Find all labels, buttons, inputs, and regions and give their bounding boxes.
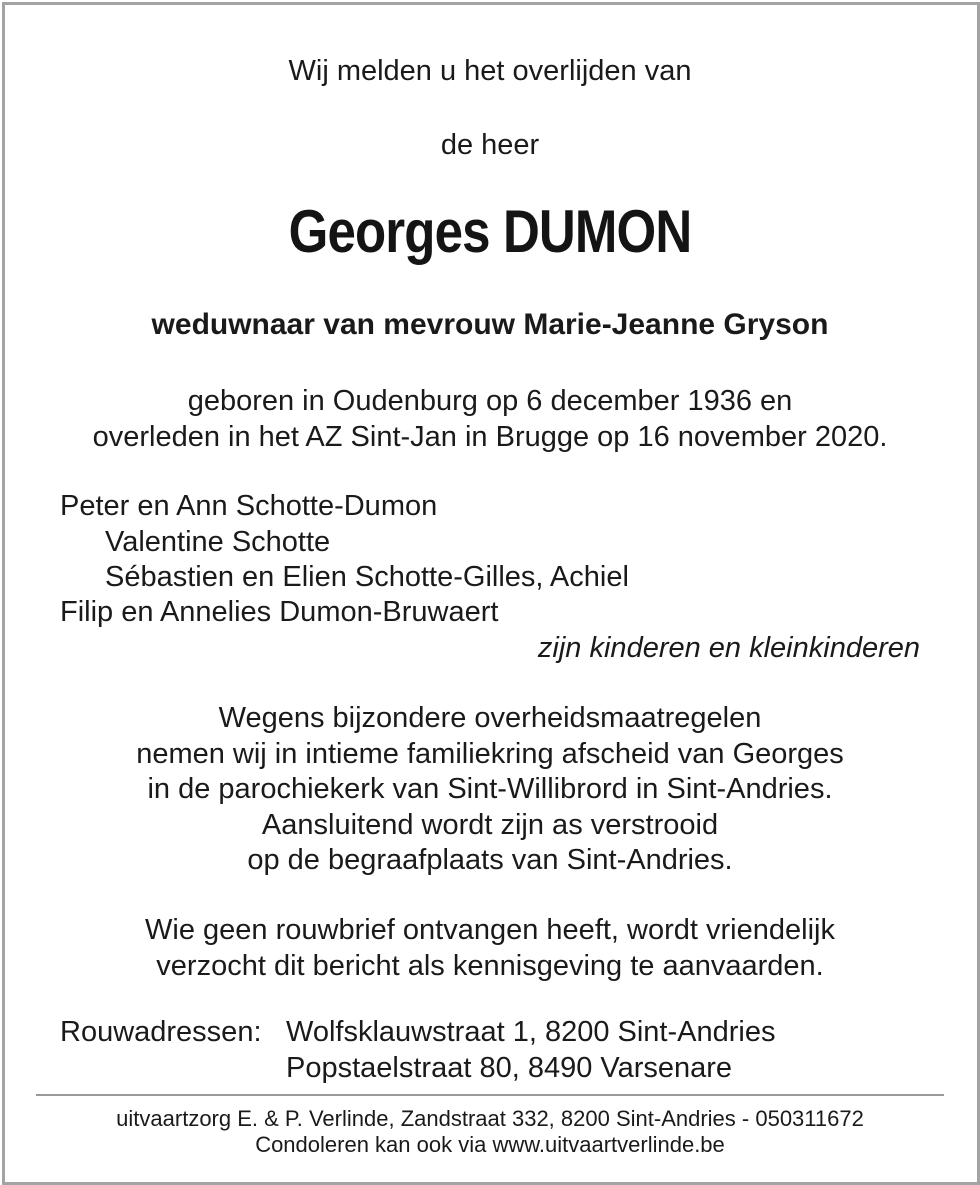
addresses-label: Rouwadressen: xyxy=(60,1016,262,1048)
ceremony-line: op de begraafplaats van Sint-Andries. xyxy=(247,844,733,876)
notice-intro: Wij melden u het overlijden van xyxy=(288,55,692,87)
address-line: Popstaelstraat 80, 8490 Varsenare xyxy=(286,1052,733,1084)
honorific: de heer xyxy=(440,129,540,161)
ceremony-line: nemen wij in intieme familiekring afscheid van Georges xyxy=(136,738,844,770)
spouse-line: weduwnaar van mevrouw Marie-Jeanne Gryson xyxy=(151,308,829,341)
family-member: Valentine Schotte xyxy=(105,526,331,558)
family-member: Peter en Ann Schotte-Dumon xyxy=(60,490,438,522)
ceremony-line: Wegens bijzondere overheidsmaatregelen xyxy=(218,702,762,734)
acknowledgement-line: verzocht dit bericht als kennisgeving te aanvaarden. xyxy=(156,950,824,982)
ceremony-line: in de parochiekerk van Sint-Willibrord in Sint-Andries. xyxy=(147,773,833,805)
family-relation: zijn kinderen en kleinkinderen xyxy=(537,632,920,664)
undertaker-info: uitvaartzorg E. & P. Verlinde, Zandstraat 332, 8200 Sint-Andries - 050311672 xyxy=(116,1106,864,1131)
condolences-info: Condoleren kan ook via www.uitvaartverlinde.be xyxy=(255,1132,725,1157)
death-line: overleden in het AZ Sint-Jan in Brugge op 16 november 2020. xyxy=(92,421,888,453)
family-member: Sébastien en Elien Schotte-Gilles, Achiel xyxy=(105,561,629,593)
acknowledgement-line: Wie geen rouwbrief ontvangen heeft, wordt vriendelijk xyxy=(145,914,835,946)
ceremony-line: Aansluitend wordt zijn as verstrooid xyxy=(261,809,719,841)
family-member: Filip en Annelies Dumon-Bruwaert xyxy=(60,596,499,628)
address-line: Wolfsklauwstraat 1, 8200 Sint-Andries xyxy=(286,1016,776,1048)
footer-divider xyxy=(36,1094,944,1096)
birth-line: geboren in Oudenburg op 6 december 1936 en xyxy=(187,385,793,417)
deceased-name: Georges DUMON xyxy=(288,198,692,265)
